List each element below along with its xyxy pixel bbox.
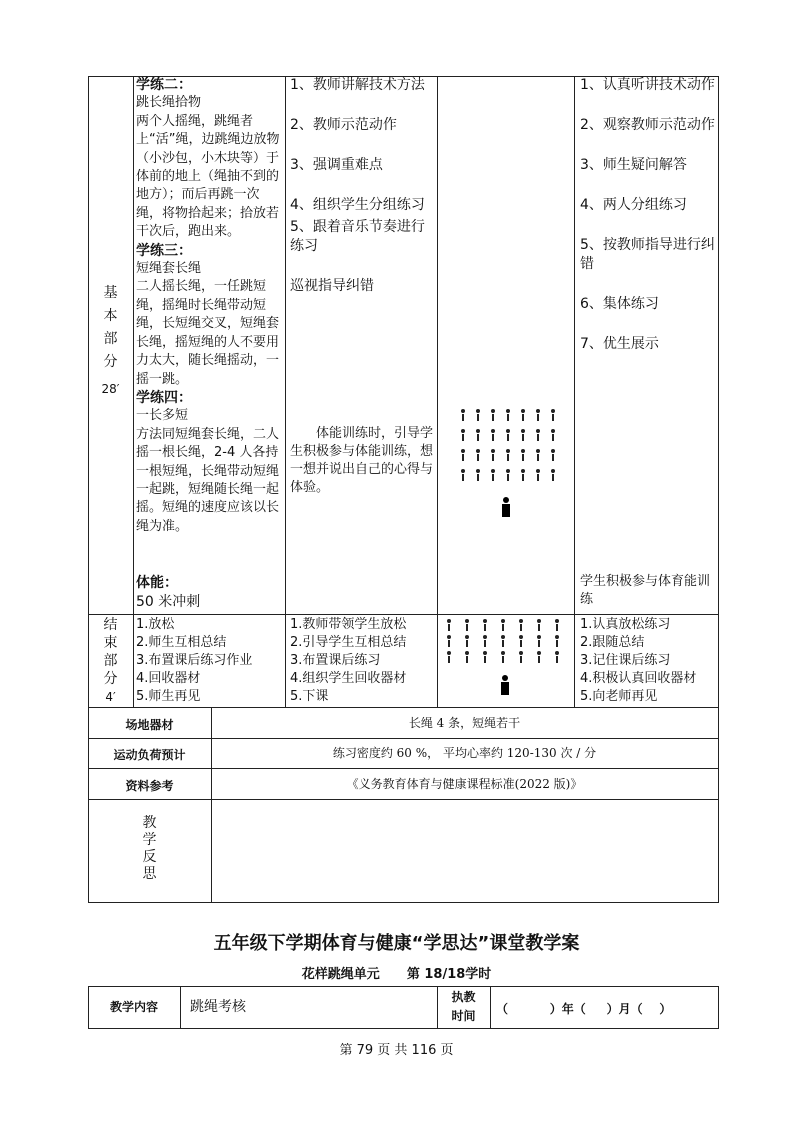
student-marker xyxy=(550,469,556,481)
main-section-label xyxy=(88,282,133,401)
list-item: 1.认真放松练习 xyxy=(580,617,671,632)
student-marker xyxy=(490,409,496,421)
formation-diagram xyxy=(438,405,574,525)
student-item: 3、师生疑问解答 xyxy=(580,157,687,173)
list-item: 4.回收器材 xyxy=(136,671,201,686)
student-marker xyxy=(482,635,488,647)
student-marker xyxy=(460,409,466,421)
student-marker xyxy=(505,409,511,421)
student-item: 2、观察教师示范动作 xyxy=(580,117,715,133)
label-char: 本 xyxy=(103,308,118,324)
text-paragraph: 方法同短绳套长绳，二人摇一根长绳，2-4 人各持一根短绳，长绳带动短绳一起跳，短绳随长绳一起摇。短绳的速度应该以长绳为准。 xyxy=(136,426,280,534)
teacher-item: 2、教师示范动作 xyxy=(290,117,397,133)
info-value: 练习密度约 60 %， 平均心率约 120-130 次 / 分 xyxy=(332,746,597,760)
student-item: 4、两人分组练习 xyxy=(580,197,687,213)
teacher-activities xyxy=(290,76,434,296)
student-marker xyxy=(460,469,466,481)
student-marker xyxy=(482,651,488,663)
student-marker xyxy=(490,429,496,441)
info-value: 《义务教育体育与健康课程标准(2022 版)》 xyxy=(346,777,583,791)
time-label xyxy=(437,988,490,1026)
text-line: 短绳套长绳 xyxy=(136,261,202,277)
student-marker xyxy=(446,635,452,647)
student-marker xyxy=(518,651,524,663)
label-char: 分 xyxy=(103,354,118,370)
time-label-line: 时间 xyxy=(451,1009,476,1023)
date-field: （ ）年（ ）月（ ） xyxy=(496,1002,672,1016)
student-marker xyxy=(536,651,542,663)
list-item: 3.记住课后练习 xyxy=(580,653,671,668)
label-char: 部 xyxy=(103,653,118,669)
label-char: 思 xyxy=(142,866,157,882)
student-marker xyxy=(500,619,506,631)
fitness-heading: 体能： xyxy=(136,575,178,591)
student-marker xyxy=(490,449,496,461)
text-line: 跳长绳拾物 xyxy=(136,95,202,111)
teacher-note: 体能训练时，引导学生积极参与体能训练，想一想并说出自己的心得与体验。 xyxy=(290,426,434,495)
text-line: 一长多短 xyxy=(136,408,189,424)
teacher-item: 3、强调重难点 xyxy=(290,157,383,173)
duration: 28′ xyxy=(101,382,120,396)
label-char: 分 xyxy=(103,671,118,687)
teacher-marker xyxy=(499,675,511,695)
list-item: 5.下课 xyxy=(290,689,329,704)
list-item: 4.积极认真回收器材 xyxy=(580,671,697,686)
end-content xyxy=(136,616,284,706)
student-marker xyxy=(464,619,470,631)
info-value: 长绳 4 条，短绳若干 xyxy=(408,716,521,730)
student-marker xyxy=(550,449,556,461)
text-paragraph: 二人摇长绳，一任跳短绳，摇绳时长绳带动短绳，长短绳交叉，短绳套长绳，摇短绳的人不要用力太大，随长绳摇动，一摇一跳。 xyxy=(136,279,280,387)
end-section-label xyxy=(88,616,133,706)
formation-diagram xyxy=(438,615,574,707)
student-marker xyxy=(505,429,511,441)
reflection-label xyxy=(88,815,211,883)
student-item: 5、按教师指导进行纠错 xyxy=(580,237,715,272)
teacher-item: 5、跟着音乐节奏进行练习 xyxy=(290,219,425,254)
student-marker xyxy=(554,635,560,647)
fitness-block xyxy=(136,574,282,612)
student-marker xyxy=(475,449,481,461)
student-marker xyxy=(475,409,481,421)
student-marker xyxy=(518,619,524,631)
student-marker xyxy=(520,429,526,441)
student-marker xyxy=(536,619,542,631)
content-value: 跳绳考核 xyxy=(190,999,246,1015)
student-marker xyxy=(554,651,560,663)
main-content xyxy=(136,76,282,536)
list-item: 4.组织学生回收器材 xyxy=(290,671,407,686)
page-footer: 第 79 页 共 116 页 xyxy=(339,1043,454,1058)
student-marker xyxy=(535,429,541,441)
student-item: 7、优生展示 xyxy=(580,336,659,352)
content-label: 教学内容 xyxy=(109,1000,158,1014)
list-item: 2.师生互相总结 xyxy=(136,635,227,650)
label-char: 基 xyxy=(103,285,118,301)
student-item: 1、认真听讲技术动作 xyxy=(580,77,715,93)
heading: 学练二： xyxy=(136,77,192,93)
info-label: 资料参考 xyxy=(125,779,174,793)
teacher-item: 巡视指导纠错 xyxy=(290,278,374,294)
plan-subtitle: 花样跳绳单元 第 18/18学时 xyxy=(301,967,492,982)
student-marker xyxy=(536,635,542,647)
student-marker xyxy=(505,449,511,461)
student-marker xyxy=(550,409,556,421)
student-marker xyxy=(520,409,526,421)
student-marker xyxy=(482,619,488,631)
student-item: 6、集体练习 xyxy=(580,296,659,312)
teacher-item: 1、教师讲解技术方法 xyxy=(290,77,425,93)
student-marker xyxy=(505,469,511,481)
list-item: 5.向老师再见 xyxy=(580,689,658,704)
info-label: 运动负荷预计 xyxy=(113,748,186,762)
list-item: 3.布置课后练习作业 xyxy=(136,653,253,668)
student-marker xyxy=(500,635,506,647)
duration: 4′ xyxy=(105,690,116,704)
text-paragraph: 两个人摇绳，跳绳者上“活”绳，边跳绳边放物（小沙包，小木块等）于体前的地上（绳抽不到的地方）；而后再跳一次绳，将物拾起来；拾放若干次后，跑出来。 xyxy=(136,113,280,240)
student-marker xyxy=(500,651,506,663)
list-item: 1.教师带领学生放松 xyxy=(290,617,407,632)
end-teacher xyxy=(290,616,436,706)
label-char: 结 xyxy=(103,617,118,633)
info-label: 场地器材 xyxy=(125,718,174,732)
fitness-text: 50 米冲刺 xyxy=(136,594,201,610)
list-item: 2.引导学生互相总结 xyxy=(290,635,407,650)
teacher-marker xyxy=(500,497,512,517)
student-marker xyxy=(535,409,541,421)
student-marker xyxy=(475,429,481,441)
end-student xyxy=(580,616,718,706)
student-activities xyxy=(580,76,715,354)
student-marker xyxy=(520,449,526,461)
list-item: 3.布置课后练习 xyxy=(290,653,381,668)
plan-title: 五年级下学期体育与健康“学思达”课堂教学案 xyxy=(213,933,580,954)
student-note: 学生积极参与体育能训练 xyxy=(580,574,711,607)
student-marker xyxy=(460,429,466,441)
label-char: 束 xyxy=(103,635,118,651)
student-marker xyxy=(535,449,541,461)
student-marker xyxy=(464,651,470,663)
student-marker xyxy=(475,469,481,481)
student-marker xyxy=(490,469,496,481)
label-char: 学 xyxy=(142,832,157,848)
student-marker xyxy=(460,449,466,461)
list-item: 5.师生再见 xyxy=(136,689,201,704)
list-item: 2.跟随总结 xyxy=(580,635,645,650)
student-marker xyxy=(464,635,470,647)
label-char: 部 xyxy=(103,331,118,347)
teacher-item: 4、组织学生分组练习 xyxy=(290,197,425,213)
student-marker xyxy=(550,429,556,441)
label-char: 教 xyxy=(142,815,157,831)
label-char: 反 xyxy=(142,849,157,865)
student-marker xyxy=(446,619,452,631)
student-marker xyxy=(518,635,524,647)
student-marker xyxy=(535,469,541,481)
heading: 学练四： xyxy=(136,389,192,406)
heading: 学练三： xyxy=(136,242,192,259)
student-marker xyxy=(554,619,560,631)
list-item: 1.放松 xyxy=(136,617,175,632)
student-marker xyxy=(520,469,526,481)
student-marker xyxy=(446,651,452,663)
time-label-line: 执教 xyxy=(451,990,476,1004)
